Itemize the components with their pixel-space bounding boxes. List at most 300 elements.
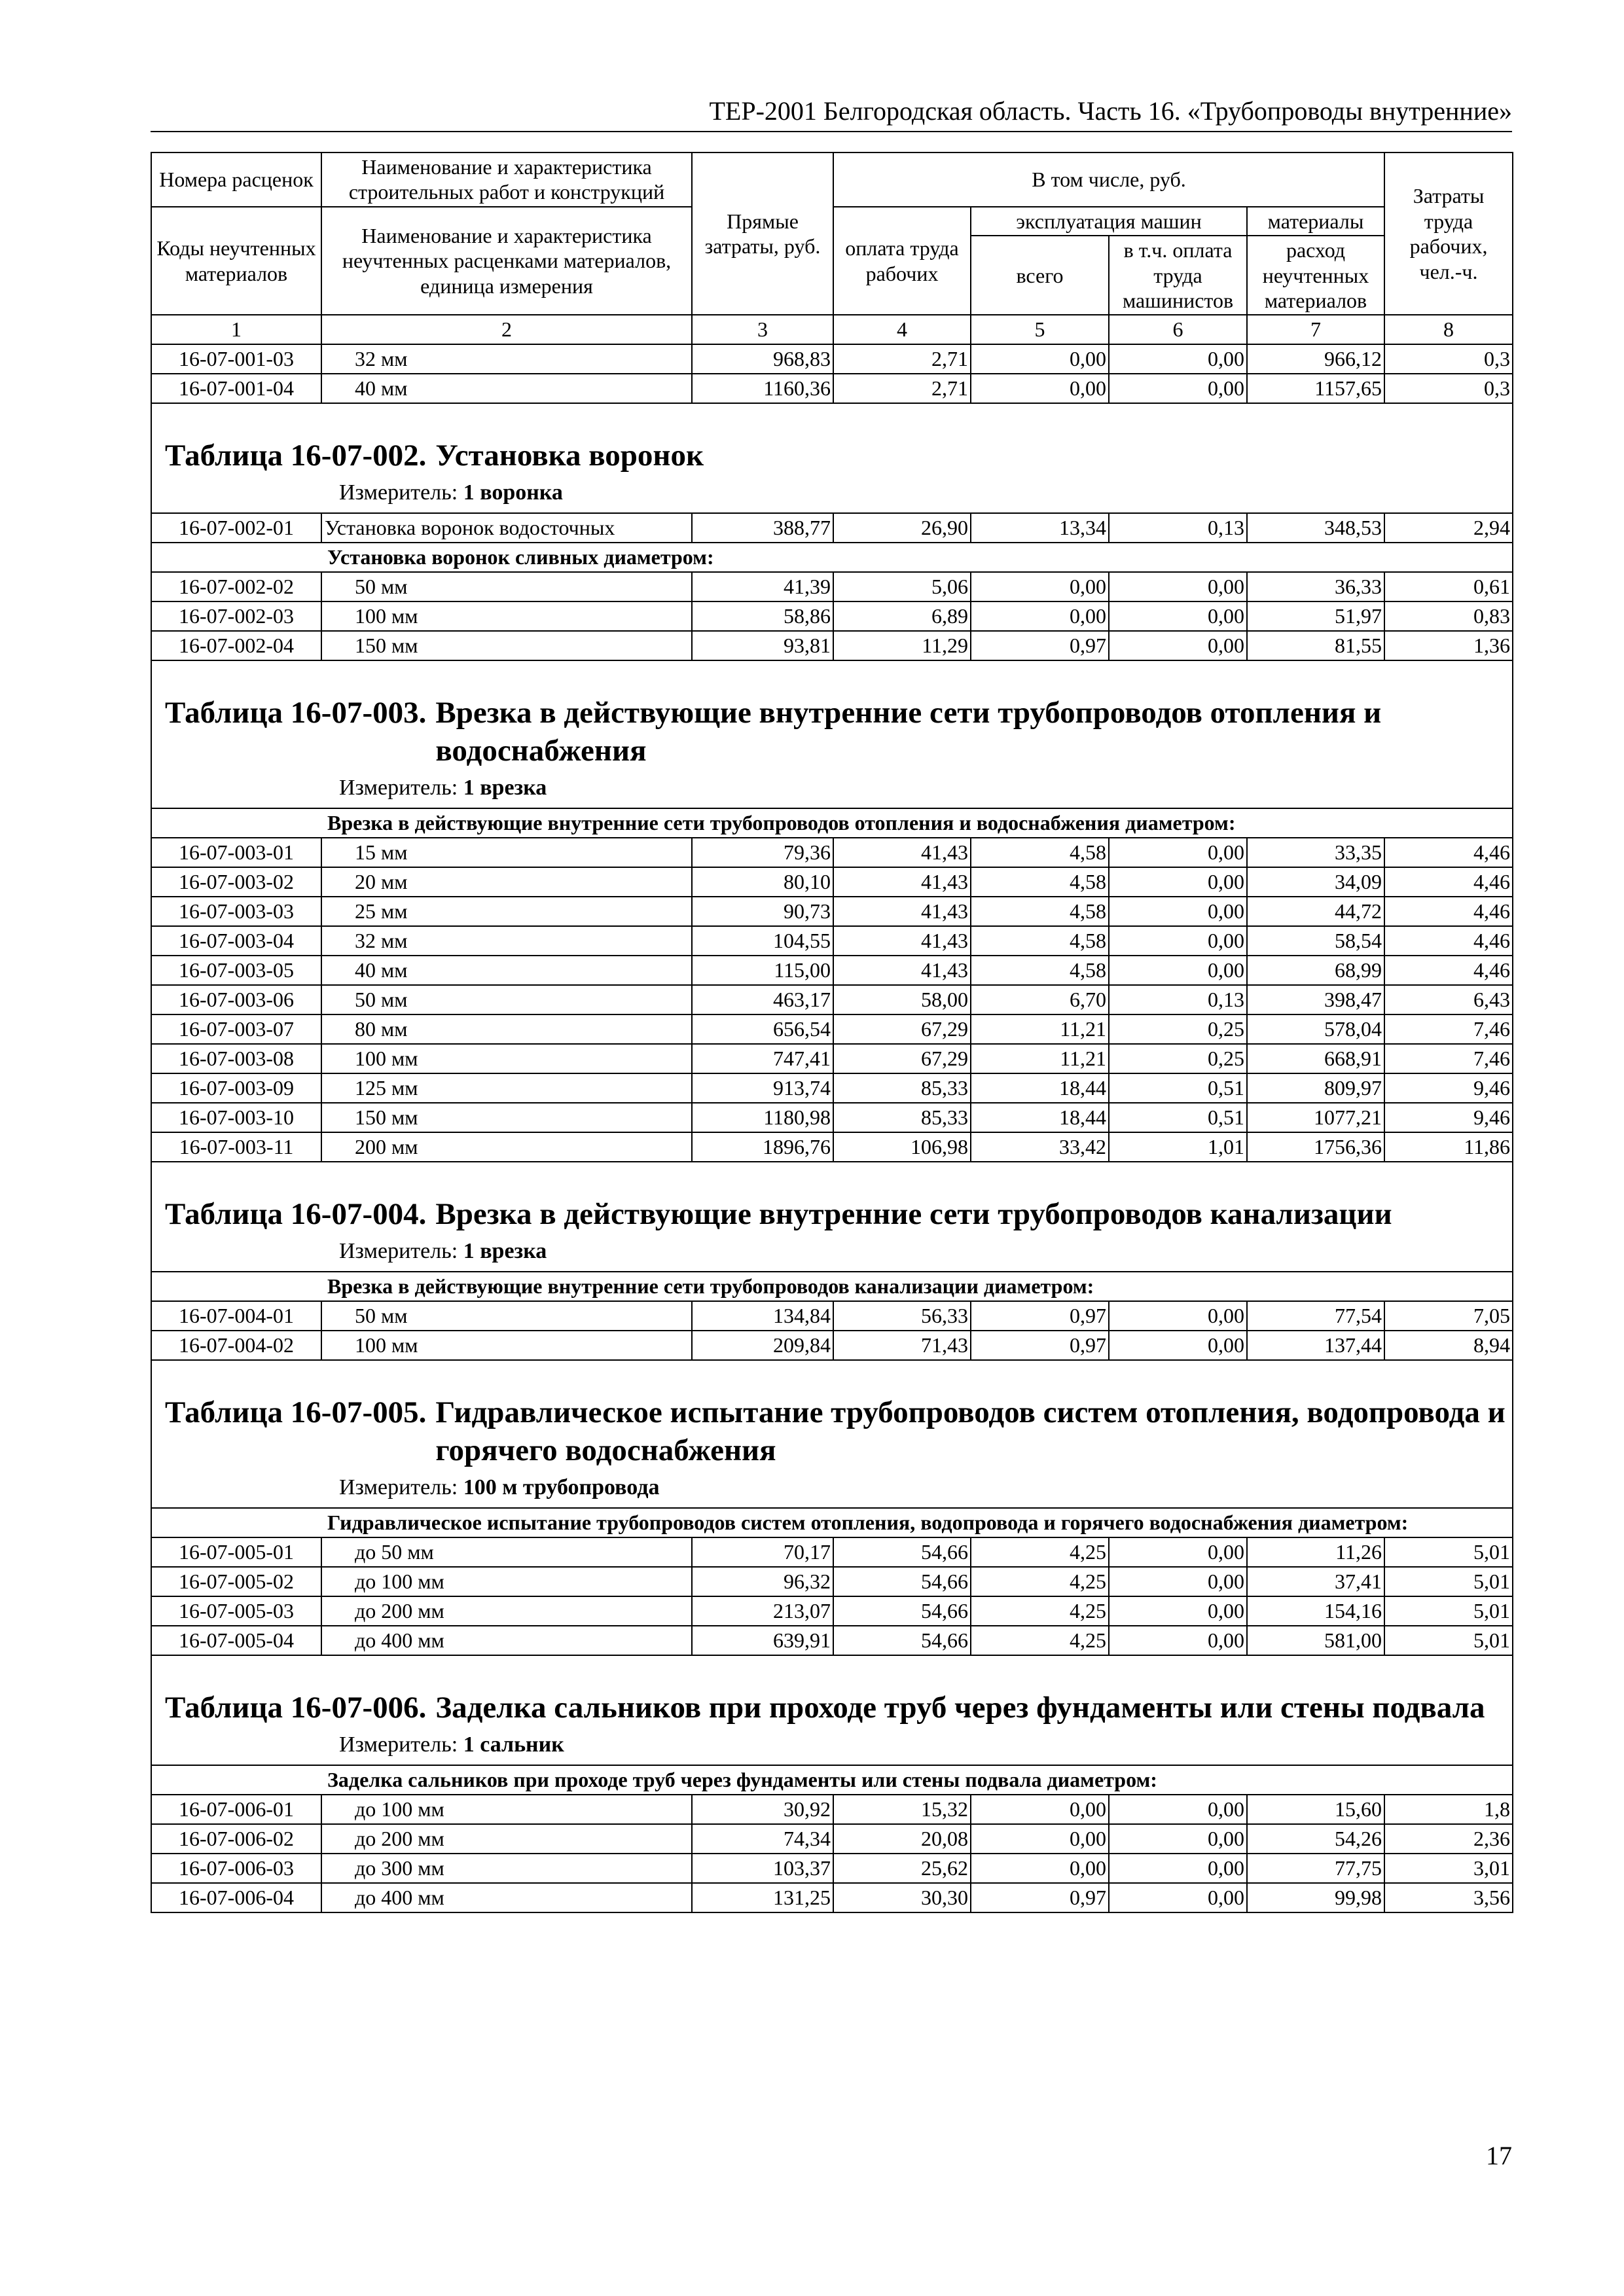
- group-title: Врезка в действующие внутренние сети трубопроводов канализации диаметром:: [151, 1272, 1513, 1301]
- rate-name: 40 мм: [321, 374, 692, 403]
- machinist-pay-value: 0,00: [1109, 601, 1247, 631]
- worker-pay-value: 58,00: [833, 985, 971, 1014]
- labor-costs-value: 4,46: [1384, 897, 1513, 926]
- direct-costs-value: 79,36: [692, 838, 833, 867]
- header-labor-costs: Затраты труда рабочих, чел.-ч.: [1384, 152, 1513, 315]
- machinist-pay-value: 0,00: [1109, 1795, 1247, 1824]
- rate-code: 16-07-002-04: [151, 631, 321, 660]
- rate-name: 32 мм: [321, 344, 692, 374]
- materials-value: 77,54: [1247, 1301, 1384, 1331]
- worker-pay-value: 85,33: [833, 1073, 971, 1103]
- materials-value: 36,33: [1247, 572, 1384, 601]
- labor-costs-value: 5,01: [1384, 1626, 1513, 1655]
- labor-costs-value: 1,8: [1384, 1795, 1513, 1824]
- section-heading-cell: [151, 1655, 1513, 1765]
- rate-code: 16-07-003-05: [151, 956, 321, 985]
- table-row: [151, 601, 1513, 631]
- worker-pay-value: 85,33: [833, 1103, 971, 1132]
- table-section-heading: [151, 1655, 1513, 1765]
- rate-name: 100 мм: [321, 601, 692, 631]
- rate-name: 20 мм: [321, 867, 692, 897]
- materials-value: 54,26: [1247, 1824, 1384, 1854]
- header-including: В том числе, руб.: [833, 152, 1384, 207]
- direct-costs-value: 968,83: [692, 344, 833, 374]
- machines-total-value: 4,58: [971, 838, 1109, 867]
- direct-costs-value: 96,32: [692, 1567, 833, 1596]
- table-row: [151, 1854, 1513, 1883]
- table-row: [151, 926, 1513, 956]
- direct-costs-value: 639,91: [692, 1626, 833, 1655]
- machines-total-value: 0,97: [971, 1883, 1109, 1912]
- labor-costs-value: 7,05: [1384, 1301, 1513, 1331]
- machinist-pay-value: 0,00: [1109, 1824, 1247, 1854]
- table-row: [151, 897, 1513, 926]
- rate-name: до 200 мм: [321, 1824, 692, 1854]
- table-row: [151, 867, 1513, 897]
- labor-costs-value: 7,46: [1384, 1044, 1513, 1073]
- direct-costs-value: 80,10: [692, 867, 833, 897]
- direct-costs-value: 58,86: [692, 601, 833, 631]
- group-row: [151, 543, 1513, 572]
- labor-costs-value: 0,83: [1384, 601, 1513, 631]
- direct-costs-value: 209,84: [692, 1331, 833, 1360]
- rate-code: 16-07-004-01: [151, 1301, 321, 1331]
- direct-costs-value: 388,77: [692, 513, 833, 543]
- direct-costs-value: 115,00: [692, 956, 833, 985]
- column-number: 8: [1384, 315, 1513, 344]
- group-title: Гидравлическое испытание трубопроводов систем отопления, водопровода и горячего водоснабжения диаметром:: [151, 1508, 1513, 1537]
- direct-costs-value: 747,41: [692, 1044, 833, 1073]
- section-meter: [152, 1727, 1512, 1765]
- header-worker-pay: оплата труда рабочих: [833, 207, 971, 315]
- table-row: [151, 1301, 1513, 1331]
- group-title: Врезка в действующие внутренние сети трубопроводов отопления и водоснабжения диаметром:: [151, 808, 1513, 838]
- section-heading-cell: [151, 660, 1513, 808]
- section-heading-cell: [151, 1360, 1513, 1508]
- rate-code: 16-07-006-02: [151, 1824, 321, 1854]
- worker-pay-value: 71,43: [833, 1331, 971, 1360]
- table-section-heading: [151, 403, 1513, 513]
- labor-costs-value: 2,36: [1384, 1824, 1513, 1854]
- materials-value: 966,12: [1247, 344, 1384, 374]
- materials-value: 44,72: [1247, 897, 1384, 926]
- direct-costs-value: 70,17: [692, 1537, 833, 1567]
- direct-costs-value: 134,84: [692, 1301, 833, 1331]
- rate-name: до 400 мм: [321, 1626, 692, 1655]
- rate-name: Установка воронок водосточных: [321, 513, 692, 543]
- materials-value: 581,00: [1247, 1626, 1384, 1655]
- column-number: 1: [151, 315, 321, 344]
- rate-code: 16-07-002-02: [151, 572, 321, 601]
- direct-costs-value: 1180,98: [692, 1103, 833, 1132]
- table-row: [151, 631, 1513, 660]
- worker-pay-value: 54,66: [833, 1567, 971, 1596]
- section-title: [152, 661, 1512, 770]
- rate-name: до 100 мм: [321, 1795, 692, 1824]
- column-number: 3: [692, 315, 833, 344]
- materials-value: 348,53: [1247, 513, 1384, 543]
- rate-name: до 200 мм: [321, 1596, 692, 1626]
- rate-name: 125 мм: [321, 1073, 692, 1103]
- materials-value: 37,41: [1247, 1567, 1384, 1596]
- direct-costs-value: 103,37: [692, 1854, 833, 1883]
- materials-value: 578,04: [1247, 1014, 1384, 1044]
- section-meter: [152, 475, 1512, 512]
- machines-total-value: 0,00: [971, 1854, 1109, 1883]
- section-title: [152, 1361, 1512, 1469]
- rate-code: 16-07-002-03: [151, 601, 321, 631]
- worker-pay-value: 41,43: [833, 956, 971, 985]
- labor-costs-value: 9,46: [1384, 1073, 1513, 1103]
- table-row: [151, 1073, 1513, 1103]
- machinist-pay-value: 1,01: [1109, 1132, 1247, 1162]
- worker-pay-value: 106,98: [833, 1132, 971, 1162]
- worker-pay-value: 2,71: [833, 344, 971, 374]
- labor-costs-value: 2,94: [1384, 513, 1513, 543]
- materials-value: 33,35: [1247, 838, 1384, 867]
- machines-total-value: 4,58: [971, 956, 1109, 985]
- table-section-heading: [151, 1360, 1513, 1508]
- direct-costs-value: 131,25: [692, 1883, 833, 1912]
- meter-label: Измеритель:: [339, 1732, 458, 1757]
- section-number: Таблица 16-07-005.: [165, 1395, 427, 1429]
- machinist-pay-value: 0,00: [1109, 1537, 1247, 1567]
- rate-code: 16-07-003-07: [151, 1014, 321, 1044]
- rate-code: 16-07-003-09: [151, 1073, 321, 1103]
- meter-label: Измеритель:: [339, 1475, 458, 1499]
- labor-costs-value: 7,46: [1384, 1014, 1513, 1044]
- machinist-pay-value: 0,00: [1109, 1567, 1247, 1596]
- materials-value: 154,16: [1247, 1596, 1384, 1626]
- machines-total-value: 0,00: [971, 1824, 1109, 1854]
- rate-code: 16-07-003-10: [151, 1103, 321, 1132]
- rate-code: 16-07-005-02: [151, 1567, 321, 1596]
- rate-name: 40 мм: [321, 956, 692, 985]
- materials-value: 11,26: [1247, 1537, 1384, 1567]
- rate-code: 16-07-006-03: [151, 1854, 321, 1883]
- section-meter: [152, 770, 1512, 808]
- machines-total-value: 0,97: [971, 631, 1109, 660]
- worker-pay-value: 26,90: [833, 513, 971, 543]
- direct-costs-value: 41,39: [692, 572, 833, 601]
- machinist-pay-value: 0,00: [1109, 838, 1247, 867]
- machines-total-value: 4,58: [971, 926, 1109, 956]
- table-row: [151, 1044, 1513, 1073]
- meter-value: 1 воронка: [463, 480, 563, 505]
- machines-total-value: 0,97: [971, 1301, 1109, 1331]
- rate-name: 50 мм: [321, 1301, 692, 1331]
- rate-name: 15 мм: [321, 838, 692, 867]
- materials-value: 77,75: [1247, 1854, 1384, 1883]
- table-row: [151, 572, 1513, 601]
- labor-costs-value: 9,46: [1384, 1103, 1513, 1132]
- machinist-pay-value: 0,00: [1109, 1883, 1247, 1912]
- table-row: [151, 513, 1513, 543]
- machinist-pay-value: 0,00: [1109, 897, 1247, 926]
- rate-code: 16-07-003-06: [151, 985, 321, 1014]
- machines-total-value: 0,97: [971, 1331, 1109, 1360]
- header-col1-bottom: Коды неучтенных материалов: [151, 207, 321, 315]
- machines-total-value: 18,44: [971, 1073, 1109, 1103]
- direct-costs-value: 1896,76: [692, 1132, 833, 1162]
- rate-code: 16-07-003-03: [151, 897, 321, 926]
- header-machinist-pay: в т.ч. оплата труда машинистов: [1109, 236, 1247, 315]
- labor-costs-value: 5,01: [1384, 1596, 1513, 1626]
- rate-name: до 400 мм: [321, 1883, 692, 1912]
- labor-costs-value: 5,01: [1384, 1567, 1513, 1596]
- section-number: Таблица 16-07-006.: [165, 1690, 427, 1725]
- rate-code: 16-07-005-04: [151, 1626, 321, 1655]
- machines-total-value: 0,00: [971, 344, 1109, 374]
- worker-pay-value: 67,29: [833, 1014, 971, 1044]
- labor-costs-value: 11,86: [1384, 1132, 1513, 1162]
- materials-value: 68,99: [1247, 956, 1384, 985]
- section-heading-cell: [151, 1162, 1513, 1272]
- materials-value: 58,54: [1247, 926, 1384, 956]
- section-title: [152, 404, 1512, 475]
- worker-pay-value: 11,29: [833, 631, 971, 660]
- meter-label: Измеритель:: [339, 775, 458, 800]
- table-section-heading: [151, 660, 1513, 808]
- machinist-pay-value: 0,00: [1109, 867, 1247, 897]
- rate-code: 16-07-003-11: [151, 1132, 321, 1162]
- table-row: [151, 1567, 1513, 1596]
- rate-code: 16-07-005-03: [151, 1596, 321, 1626]
- rate-name: до 50 мм: [321, 1537, 692, 1567]
- machines-total-value: 0,00: [971, 601, 1109, 631]
- header-col2-top: Наименование и характеристика строительных работ и конструкций: [321, 152, 692, 207]
- table-row: [151, 1626, 1513, 1655]
- rate-name: до 300 мм: [321, 1854, 692, 1883]
- table-body: [151, 344, 1513, 1912]
- machines-total-value: 4,58: [971, 897, 1109, 926]
- meter-label: Измеритель:: [339, 480, 458, 505]
- direct-costs-value: 913,74: [692, 1073, 833, 1103]
- materials-value: 137,44: [1247, 1331, 1384, 1360]
- machinist-pay-value: 0,00: [1109, 956, 1247, 985]
- worker-pay-value: 41,43: [833, 867, 971, 897]
- direct-costs-value: 104,55: [692, 926, 833, 956]
- table-row: [151, 1824, 1513, 1854]
- table-section-heading: [151, 1162, 1513, 1272]
- machinist-pay-value: 0,13: [1109, 985, 1247, 1014]
- machinist-pay-value: 0,00: [1109, 926, 1247, 956]
- machines-total-value: 11,21: [971, 1014, 1109, 1044]
- section-heading-cell: [151, 403, 1513, 513]
- column-number: 2: [321, 315, 692, 344]
- machines-total-value: 4,25: [971, 1596, 1109, 1626]
- worker-pay-value: 41,43: [833, 926, 971, 956]
- machinist-pay-value: 0,51: [1109, 1103, 1247, 1132]
- running-header: ТЕР-2001 Белгородская область. Часть 16. «Трубопроводы внутренние»: [151, 92, 1512, 132]
- machinist-pay-value: 0,13: [1109, 513, 1247, 543]
- page-number: 17: [1486, 2141, 1512, 2170]
- materials-value: 1157,65: [1247, 374, 1384, 403]
- header-unaccounted-materials: расход неучтенных материалов: [1247, 236, 1384, 315]
- machinist-pay-value: 0,00: [1109, 374, 1247, 403]
- machinist-pay-value: 0,00: [1109, 344, 1247, 374]
- labor-costs-value: 0,3: [1384, 344, 1513, 374]
- materials-value: 34,09: [1247, 867, 1384, 897]
- labor-costs-value: 4,46: [1384, 838, 1513, 867]
- worker-pay-value: 6,89: [833, 601, 971, 631]
- worker-pay-value: 56,33: [833, 1301, 971, 1331]
- rate-code: 16-07-001-04: [151, 374, 321, 403]
- table-row: [151, 838, 1513, 867]
- machines-total-value: 0,00: [971, 1795, 1109, 1824]
- labor-costs-value: 4,46: [1384, 956, 1513, 985]
- materials-value: 809,97: [1247, 1073, 1384, 1103]
- machinist-pay-value: 0,25: [1109, 1044, 1247, 1073]
- meter-value: 1 врезка: [463, 775, 547, 800]
- section-title-text: Врезка в действующие внутренние сети трубопроводов канализации: [435, 1196, 1392, 1231]
- header-col2-bottom: Наименование и характеристика неучтенных расценками материалов, единица измерения: [321, 207, 692, 315]
- section-number: Таблица 16-07-004.: [165, 1196, 427, 1231]
- rate-name: 50 мм: [321, 985, 692, 1014]
- rate-name: 25 мм: [321, 897, 692, 926]
- labor-costs-value: 5,01: [1384, 1537, 1513, 1567]
- table-row: [151, 1103, 1513, 1132]
- rate-code: 16-07-005-01: [151, 1537, 321, 1567]
- machines-total-value: 13,34: [971, 513, 1109, 543]
- labor-costs-value: 4,46: [1384, 926, 1513, 956]
- rate-name: 50 мм: [321, 572, 692, 601]
- table-row: [151, 374, 1513, 403]
- rate-name: 32 мм: [321, 926, 692, 956]
- section-meter: [152, 1469, 1512, 1507]
- rates-table: [151, 152, 1513, 1913]
- machinist-pay-value: 0,00: [1109, 1301, 1247, 1331]
- table-row: [151, 985, 1513, 1014]
- rate-code: 16-07-003-02: [151, 867, 321, 897]
- machines-total-value: 6,70: [971, 985, 1109, 1014]
- worker-pay-value: 20,08: [833, 1824, 971, 1854]
- header-machines: эксплуатация машин: [971, 207, 1247, 236]
- direct-costs-value: 74,34: [692, 1824, 833, 1854]
- group-row: [151, 1508, 1513, 1537]
- worker-pay-value: 54,66: [833, 1596, 971, 1626]
- rate-name: 100 мм: [321, 1044, 692, 1073]
- direct-costs-value: 463,17: [692, 985, 833, 1014]
- rate-code: 16-07-003-08: [151, 1044, 321, 1073]
- rate-name: 150 мм: [321, 1103, 692, 1132]
- materials-value: 51,97: [1247, 601, 1384, 631]
- worker-pay-value: 30,30: [833, 1883, 971, 1912]
- header-direct-costs: Прямые затраты, руб.: [692, 152, 833, 315]
- labor-costs-value: 3,56: [1384, 1883, 1513, 1912]
- meter-value: 1 врезка: [463, 1238, 547, 1263]
- direct-costs-value: 656,54: [692, 1014, 833, 1044]
- rate-code: 16-07-001-03: [151, 344, 321, 374]
- group-row: [151, 1272, 1513, 1301]
- machines-total-value: 4,25: [971, 1567, 1109, 1596]
- header-materials: материалы: [1247, 207, 1384, 236]
- group-row: [151, 1765, 1513, 1795]
- meter-value: 1 сальник: [463, 1732, 564, 1757]
- worker-pay-value: 5,06: [833, 572, 971, 601]
- section-title-text: Гидравлическое испытание трубопроводов систем отопления, водопровода и горячего водоснабжения: [435, 1395, 1506, 1467]
- section-number: Таблица 16-07-002.: [165, 438, 427, 473]
- meter-label: Измеритель:: [339, 1238, 458, 1263]
- header-machines-total: всего: [971, 236, 1109, 315]
- labor-costs-value: 6,43: [1384, 985, 1513, 1014]
- machines-total-value: 4,25: [971, 1626, 1109, 1655]
- direct-costs-value: 30,92: [692, 1795, 833, 1824]
- table-row: [151, 1537, 1513, 1567]
- group-row: [151, 808, 1513, 838]
- worker-pay-value: 41,43: [833, 838, 971, 867]
- worker-pay-value: 25,62: [833, 1854, 971, 1883]
- labor-costs-value: 0,61: [1384, 572, 1513, 601]
- machines-total-value: 33,42: [971, 1132, 1109, 1162]
- worker-pay-value: 15,32: [833, 1795, 971, 1824]
- section-number: Таблица 16-07-003.: [165, 695, 427, 730]
- machines-total-value: 4,58: [971, 867, 1109, 897]
- table-row: [151, 1795, 1513, 1824]
- rate-code: 16-07-006-01: [151, 1795, 321, 1824]
- labor-costs-value: 3,01: [1384, 1854, 1513, 1883]
- group-title: Заделка сальников при проходе труб через фундаменты или стены подвала диаметром:: [151, 1765, 1513, 1795]
- machinist-pay-value: 0,00: [1109, 572, 1247, 601]
- table-row: [151, 956, 1513, 985]
- table-row: [151, 1014, 1513, 1044]
- section-meter: [152, 1233, 1512, 1271]
- table-row: [151, 1331, 1513, 1360]
- machines-total-value: 11,21: [971, 1044, 1109, 1073]
- rate-code: 16-07-003-01: [151, 838, 321, 867]
- table-row: [151, 344, 1513, 374]
- table-header: [151, 152, 1513, 344]
- column-number: 5: [971, 315, 1109, 344]
- materials-value: 81,55: [1247, 631, 1384, 660]
- worker-pay-value: 2,71: [833, 374, 971, 403]
- direct-costs-value: 213,07: [692, 1596, 833, 1626]
- group-title: Установка воронок сливных диаметром:: [151, 543, 1513, 572]
- rate-name: до 100 мм: [321, 1567, 692, 1596]
- labor-costs-value: 4,46: [1384, 867, 1513, 897]
- rate-name: 150 мм: [321, 631, 692, 660]
- labor-costs-value: 0,3: [1384, 374, 1513, 403]
- machinist-pay-value: 0,00: [1109, 631, 1247, 660]
- machinist-pay-value: 0,00: [1109, 1854, 1247, 1883]
- machines-total-value: 18,44: [971, 1103, 1109, 1132]
- worker-pay-value: 54,66: [833, 1626, 971, 1655]
- machinist-pay-value: 0,00: [1109, 1331, 1247, 1360]
- worker-pay-value: 41,43: [833, 897, 971, 926]
- rate-code: 16-07-002-01: [151, 513, 321, 543]
- direct-costs-value: 1160,36: [692, 374, 833, 403]
- meter-value: 100 м трубопровода: [463, 1475, 660, 1499]
- machinist-pay-value: 0,00: [1109, 1596, 1247, 1626]
- machines-total-value: 0,00: [971, 572, 1109, 601]
- direct-costs-value: 90,73: [692, 897, 833, 926]
- labor-costs-value: 1,36: [1384, 631, 1513, 660]
- rate-name: 100 мм: [321, 1331, 692, 1360]
- materials-value: 668,91: [1247, 1044, 1384, 1073]
- rate-code: 16-07-003-04: [151, 926, 321, 956]
- header-col1-top: Номера расценок: [151, 152, 321, 207]
- machines-total-value: 4,25: [971, 1537, 1109, 1567]
- column-number: 7: [1247, 315, 1384, 344]
- rate-name: 200 мм: [321, 1132, 692, 1162]
- machines-total-value: 0,00: [971, 374, 1109, 403]
- column-number: 6: [1109, 315, 1247, 344]
- materials-value: 398,47: [1247, 985, 1384, 1014]
- section-title-text: Установка воронок: [435, 438, 704, 473]
- rate-code: 16-07-004-02: [151, 1331, 321, 1360]
- labor-costs-value: 8,94: [1384, 1331, 1513, 1360]
- table-row: [151, 1883, 1513, 1912]
